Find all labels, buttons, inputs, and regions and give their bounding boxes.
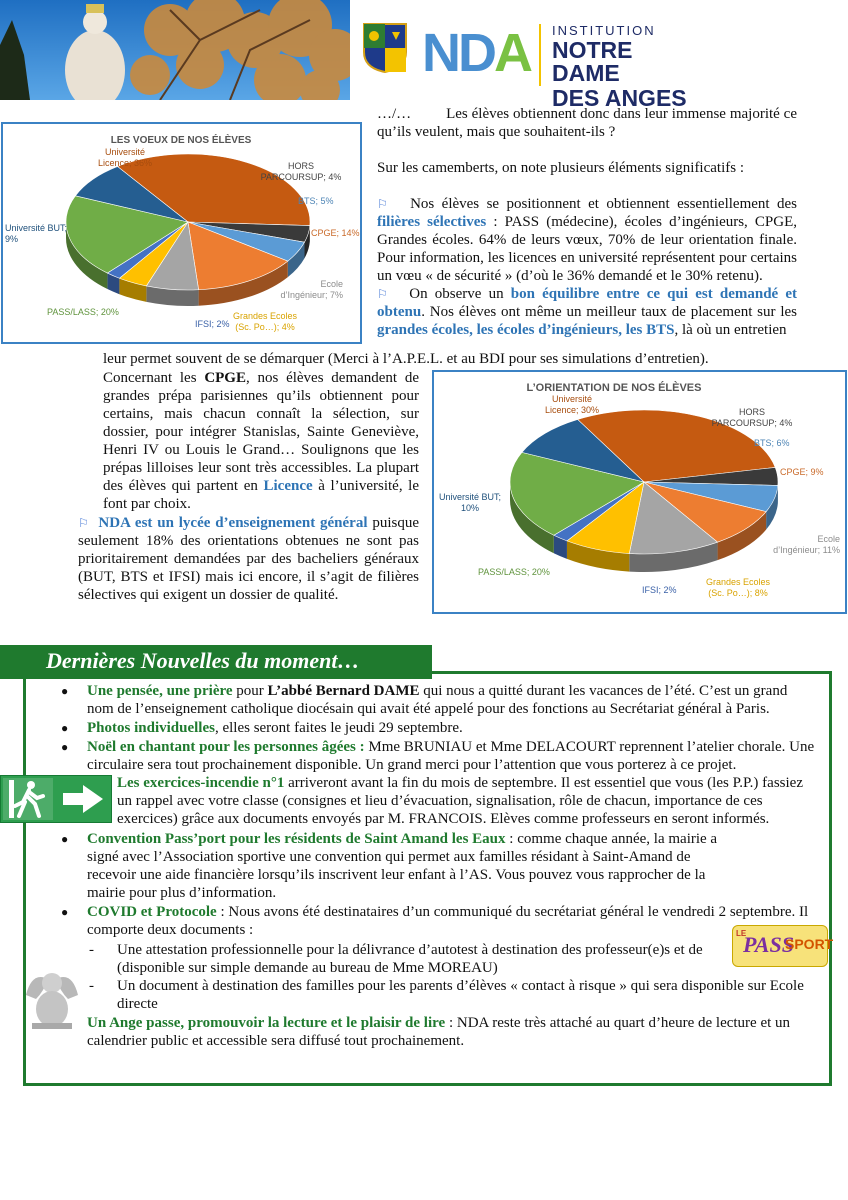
slice-label: 10% [460, 503, 480, 513]
passsport-logo: LE PASS SPORT [732, 925, 828, 967]
slice-label: PASS/LASS; 20% [47, 307, 119, 317]
slice-label: Université BUT; [5, 223, 68, 233]
angel-statue-icon [22, 965, 82, 1030]
flag-icon: ⚐ [377, 287, 388, 301]
crest-icon [362, 22, 408, 74]
logo-letters: NDA [422, 23, 530, 83]
chart-orientation [432, 370, 847, 614]
dash-icon: - [89, 942, 94, 958]
slice-label: HORS [287, 161, 315, 171]
pie-slices [510, 410, 778, 554]
news-item: ● Noël en chantant pour les personnes âgées : Mme BRUNIAU et Mme DELACOURT reprennent l’atelier chorale. Une circulaire sera tout prochainement disponible. Un grand merci pour l’attention que vous porterez à ce projet. [61, 739, 815, 773]
intro-p5: leur permet souvent de se démarquer (Merci à l’A.P.E.L. et au BDI pour ses simulations d’entretien). [103, 351, 709, 367]
bullet-icon: ● [61, 832, 69, 846]
slice-label: Ecole [817, 534, 840, 544]
bullet-icon: ● [61, 684, 69, 698]
slice-label: Université [551, 394, 593, 404]
chart-title: LES VOEUX DE NOS ÉLÈVES [110, 135, 252, 146]
slice-label: HORS [738, 407, 766, 417]
slice-label: 9% [5, 234, 19, 244]
slice-label: (Sc. Po…); 8% [708, 588, 768, 598]
flag-icon: ⚐ [78, 516, 89, 530]
logo-separator [539, 24, 541, 86]
news-item: ● Convention Pass’port pour les résidents de Saint Amand les Eaux : comme chaque année, la mairie a signé avec l’Association sportive une convention qui permet aux familles résidant à Saint-Amand de recevoir une aide financière lorsqu’ils inscrivent leur enfant à l’AS. Vous pouvez vous rapprocher de la mairie pour plus d’information. [61, 831, 718, 901]
news-item: ● Une pensée, une prière pour L’abbé Bernard DAME qui nous a quitté durant les vacances de l’été. C’est un grand nom de l’enseignement catholique diocésain qui avait été appelé pour des fonctions au Secrétariat général à Paris. [61, 683, 788, 717]
header-photo [0, 0, 350, 100]
slice-label: Grandes Ecoles [705, 577, 771, 587]
slice-label: CPGE; 14% [311, 228, 360, 238]
slice-label: d’Ingénieur; 7% [280, 290, 343, 300]
slice-label: IFSI; 2% [642, 585, 677, 595]
bullet-icon: ● [61, 740, 69, 754]
slice-label: d’Ingénieur; 11% [773, 545, 840, 555]
bullet-icon: ● [61, 721, 69, 735]
slice-label: Licence; 36% [97, 158, 153, 168]
news-banner-title: Dernières Nouvelles du moment… [46, 648, 360, 673]
news-item: ● Photos individuelles, elles seront faites le jeudi 29 septembre. [61, 720, 463, 736]
news-item: Les exercices-incendie n°1 arriveront avant la fin du mois de septembre. Il est essentiel que vous (les P.P.) fassiez un rappel avec votre classe (consignes et lieu d’évacuation, signalisation, rôle de chacun, importance de ces exercices) grâce aux documents envoyés par M. FRANCOIS. Elèves comme professeurs en seront informés. [117, 775, 803, 827]
slice-label: Université [104, 147, 146, 157]
intro-p3: ⚐ Nos élèves se positionnent et obtiennent essentiellement des filières sélectives : PASS (médecine), écoles d’ingénieurs, CPGE, Grandes écoles. 64% de leurs vœux, 70% de leur orientation finale. Pour information, les licences en université représentent pour certains un vœu « de sécurité » (d’où le 36% demandé et le 30% retenu). [377, 196, 797, 284]
slice-label: PARCOURSUP; 4% [260, 172, 342, 182]
intro-p7: ⚐ NDA est un lycée d’enseignement général puisque seulement 18% des orientations obtenues ne sont pas prioritairement demandées par des bacheliers généraux (BUT, BTS et IFSI) mais ici encore, il s’agit de filières sélectives qui exigent un dossier de qualité. [78, 515, 420, 603]
news-subitem: - Un document à destination des familles pour les parents d’élèves « contact à risque » qui sera disponible sur Ecole directe [89, 978, 804, 1012]
slice-label: BTS; 6% [754, 438, 790, 448]
slice-label: Grandes Ecoles [232, 311, 298, 321]
news-subitem: - Une attestation professionnelle pour la délivrance d’autotest à destination des professeur(e)s et de (disponible sur simple demande au bureau de Mme MOREAU) [89, 942, 703, 976]
chart-orientation-svg [434, 372, 845, 612]
slice-label: Université BUT; [438, 492, 502, 502]
dash-icon: - [89, 978, 94, 994]
intro-right [377, 105, 797, 339]
slice-label: IFSI; 2% [195, 319, 230, 329]
emergency-exit-icon [0, 775, 112, 823]
chart-voeux-svg [3, 124, 360, 342]
slice-label: BTS; 5% [298, 196, 334, 206]
news-item: Un Ange passe, promouvoir la lecture et le plaisir de lire : NDA reste très attaché au quart d’heure de lecture et un calendrier public et accessible sera diffusé tout prochainement. [87, 1015, 791, 1049]
chart-title: L’ORIENTATION DE NOS ÉLÈVES [526, 382, 702, 394]
news-item: ● COVID et Protocole : Nous avons été destinataires d’un communiqué du secrétariat général le vendredi 2 septembre. Il comporte deux documents : [61, 904, 809, 938]
institution-name: INSTITUTION NOTRE DAME DES ANGES [552, 23, 687, 111]
intro-p6: Concernant les CPGE, nos élèves demandent de grandes prépa parisiennes qu’ils obtiennent pour certains, mais chacun connaît la sélection, sur dossier, pour intégrer Stanislas, Sainte Geneviève, Henri IV ou Louis le Grand… Soulignons que les prépas lilloises leur sont très accessibles. La plupart des élèves qui partent en Licence à l’université, le font par choix. [103, 370, 420, 512]
flag-icon: ⚐ [377, 197, 388, 211]
intro-p4: ⚐ On observe un bon équilibre entre ce qui est demandé et obtenu. Nos élèves ont même un meilleur taux de placement sur les grandes écoles, les écoles d’ingénieurs, les BTS, là où un entretien [377, 286, 798, 338]
news-banner [0, 645, 432, 679]
intro-p1: …/… Les élèves obtiennent donc dans leur immense majorité ce qu’ils veulent, mais que souhaitent-ils ? [377, 106, 798, 140]
slice-label: PASS/LASS; 20% [478, 567, 550, 577]
bullet-icon: ● [61, 905, 69, 919]
slice-label: CPGE; 9% [780, 467, 824, 477]
slice-label: (Sc. Po…); 4% [235, 322, 295, 332]
chart-voeux [1, 122, 362, 344]
intro-left [103, 369, 419, 513]
slice-label: PARCOURSUP; 4% [711, 418, 793, 428]
intro-p2: Sur les camemberts, on note plusieurs éléments significatifs : [377, 160, 745, 176]
slice-label: Licence; 30% [544, 405, 600, 415]
slice-label: Ecole [320, 279, 343, 289]
nda-logo [362, 20, 702, 111]
